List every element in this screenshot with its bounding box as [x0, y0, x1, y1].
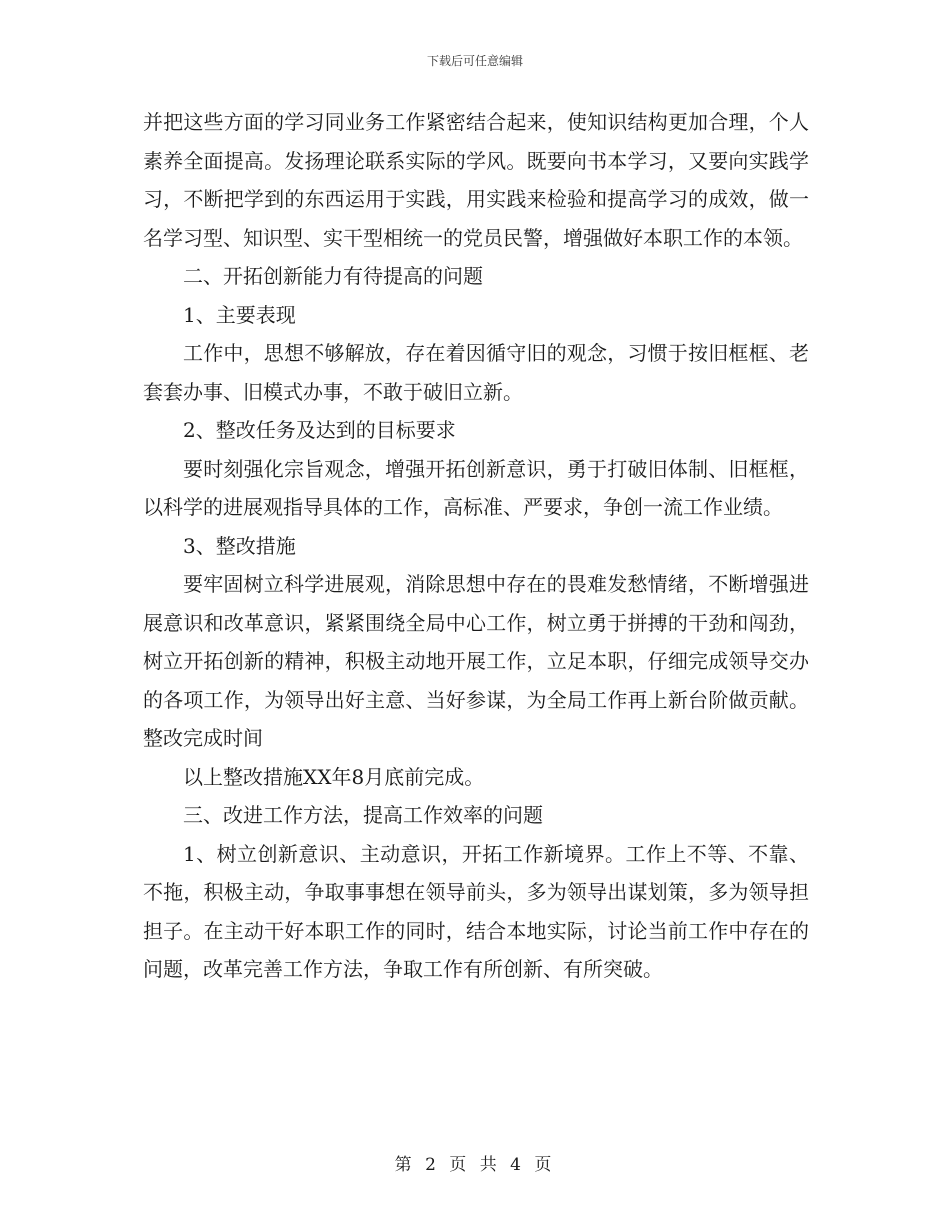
subheading-measures: 3、整改措施 [183, 533, 296, 558]
document-body [143, 103, 809, 989]
paragraph-continued: 并把这些方面的学习同业务工作紧密结合起来，使知识结构更加合理，个人素养全面提高。发扬理论联系实际的学风。既要向书本学习，又要向实践学习，不断把学到的东西运用于实践，用实践来检验和提高学习的成效，做一名学习型、知识型、实干型相统一的党员民警，增强做好本职工作的本领。 [143, 110, 809, 250]
section-heading-3: 三、改进工作方法，提高工作效率的问题 [183, 803, 543, 827]
subheading-main-performance: 1、主要表现 [183, 302, 296, 327]
paragraph-innovation: 1、树立创新意识、主动意识，开拓工作新境界。工作上不等、不靠、不拖，积极主动，争取事事想在领导前头，多为领导出谋划策，多为领导担担子。在主动干好本职工作的同时，结合本地实际，讨论当前工作中存在的问题，改革完善工作方法，争取工作有所创新、有所突破。 [143, 841, 809, 981]
paragraph-targets: 要时刻强化宗旨观念，增强开拓创新意识，勇于打破旧体制、旧框框，以科学的进展观指导具体的工作，高标准、严要求，争创一流工作业绩。 [143, 456, 809, 519]
paragraph-deadline: 以上整改措施XX年8月底前完成。 [183, 764, 485, 789]
page-number: 第 2 页 共 4 页 [394, 1155, 556, 1175]
paragraph-performance: 工作中，思想不够解放，存在着因循守旧的观念，习惯于按旧框框、老套套办事、旧模式办事，不敢于破旧立新。 [143, 341, 809, 404]
header-note: 下载后可任意编辑 [426, 54, 523, 68]
subheading-targets: 2、整改任务及达到的目标要求 [183, 418, 456, 442]
paragraph-measures: 要牢固树立科学进展观，消除思想中存在的畏难发愁情绪，不断增强进展意识和改革意识，紧紧围绕全局中心工作，树立勇于拼搏的干劲和闯劲，树立开拓创新的精神，积极主动地开展工作，立足本职，仔细完成领导交办的各项工作，为领导出好主意、当好参谋，为全局工作再上新台阶做贡献。整改完成时间 [143, 572, 809, 750]
section-heading-2: 二、开拓创新能力有待提高的问题 [183, 264, 483, 288]
